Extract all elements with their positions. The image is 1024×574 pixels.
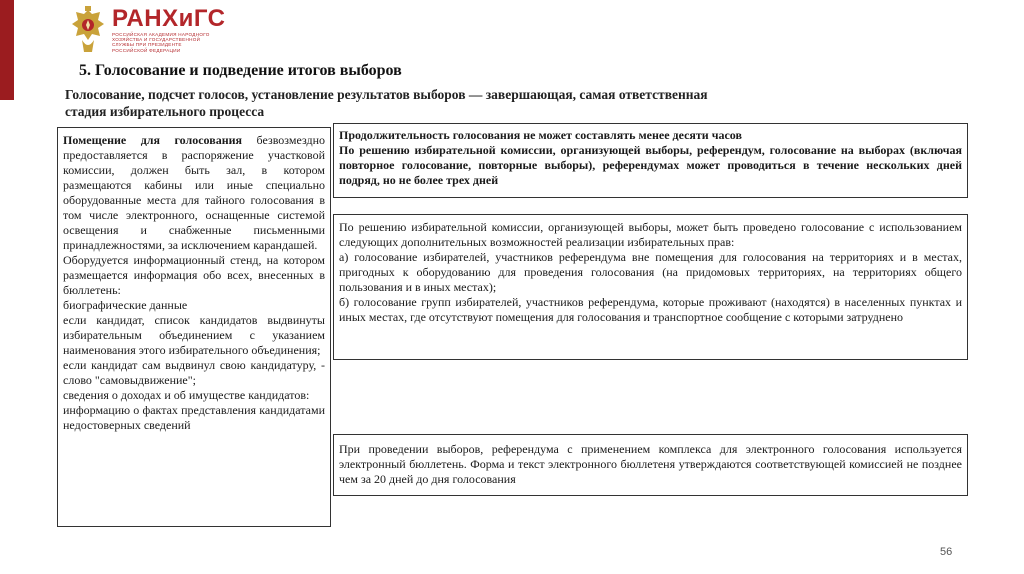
polling-room-lead: Помещение для голосования bbox=[63, 133, 243, 147]
electronic-ballot-text: При проведении выборов, референдума с применением комплекса для электронного голосования используется электронный бюллетень. Форма и текст электронного бюллетеня утверждаются соответствующей комиссией не позднее чем за 20 дней до дня голосования bbox=[339, 442, 962, 486]
logo-name: РАНХиГС bbox=[112, 5, 226, 32]
polling-room-paragraph bbox=[63, 133, 325, 253]
electronic-ballot-box bbox=[333, 434, 968, 496]
polling-room-box bbox=[57, 127, 331, 527]
logo-subtitle: РОССИЙСКАЯ АКАДЕМИЯ НАРОДНОГО ХОЗЯЙСТВА И ГОСУДАРСТВЕННОЙ СЛУЖБЫ ПРИ ПРЕЗИДЕНТЕ РОССИЙСКОЙ ФЕДЕРАЦИИ bbox=[112, 32, 210, 53]
info-item-false-data: информацию о фактах представления кандидатами недостоверных сведений bbox=[63, 403, 325, 432]
additional-option-b: б) голосование групп избирателей, участников референдума, которые проживают (находятся) в населенных пунктах и иных местах, где отсутствуют помещения для голосования и транспортное сообщение с которыми затруднено bbox=[339, 295, 962, 324]
slide-title: 5. Голосование и подведение итогов выборов bbox=[79, 62, 402, 79]
info-item-party: если кандидат, список кандидатов выдвинуты избирательным объединением с указанием наименования этого избирательного объединения; bbox=[63, 313, 325, 357]
additional-options-intro: По решению избирательной комиссии, организующей выборы, может быть проведено голосование с использованием следующих дополнительных возможностей реализации избирательных прав: bbox=[339, 220, 962, 249]
info-item-income: сведения о доходах и об имуществе кандидатов: bbox=[63, 388, 310, 402]
voting-duration-line: Продолжительность голосования не может составлять менее десяти часов bbox=[339, 128, 742, 142]
info-item-self-nomination: если кандидат сам выдвинул свою кандидатуру, - слово "самовыдвижение"; bbox=[63, 358, 325, 387]
page-number: 56 bbox=[940, 546, 953, 558]
multi-day-voting-text: По решению избирательной комиссии, организующей выборы, референдум, голосование на выборах (включая повторное голосование, повторные выборы), референдумах может проводиться в течение нескольких дней подряд, но не более трех дней bbox=[339, 143, 962, 187]
slide-subtitle: Голосование, подсчет голосов, установление результатов выборов — завершающая, самая ответственная стадия избирательного процесса bbox=[65, 87, 708, 119]
info-item-biography: биографические данные bbox=[63, 298, 188, 312]
polling-room-text: безвозмездно предоставляется в распоряжение участковой комиссии, должен быть зал, в котором размещаются кабины или иные специально оборудованные места для тайного голосования в том числе электронного, оснащенные системой освещения и снабженные письменными принадлежностями, за исключением карандашей. bbox=[63, 133, 325, 252]
voting-duration-box bbox=[333, 123, 968, 198]
info-stand-text: Оборудуется информационный стенд, на котором размещается информация обо всех, внесенных в бюллетень: bbox=[63, 253, 325, 297]
eagle-emblem-icon bbox=[70, 6, 106, 54]
additional-options-box bbox=[333, 214, 968, 360]
additional-option-a: а) голосование избирателей, участников референдума вне помещения для голосования на территориях и в местах, пригодных к оборудованию для проведения голосования (на придомовых территориях, на территориях общего пользования и в иных местах); bbox=[339, 250, 962, 294]
left-accent-bar bbox=[0, 0, 14, 100]
